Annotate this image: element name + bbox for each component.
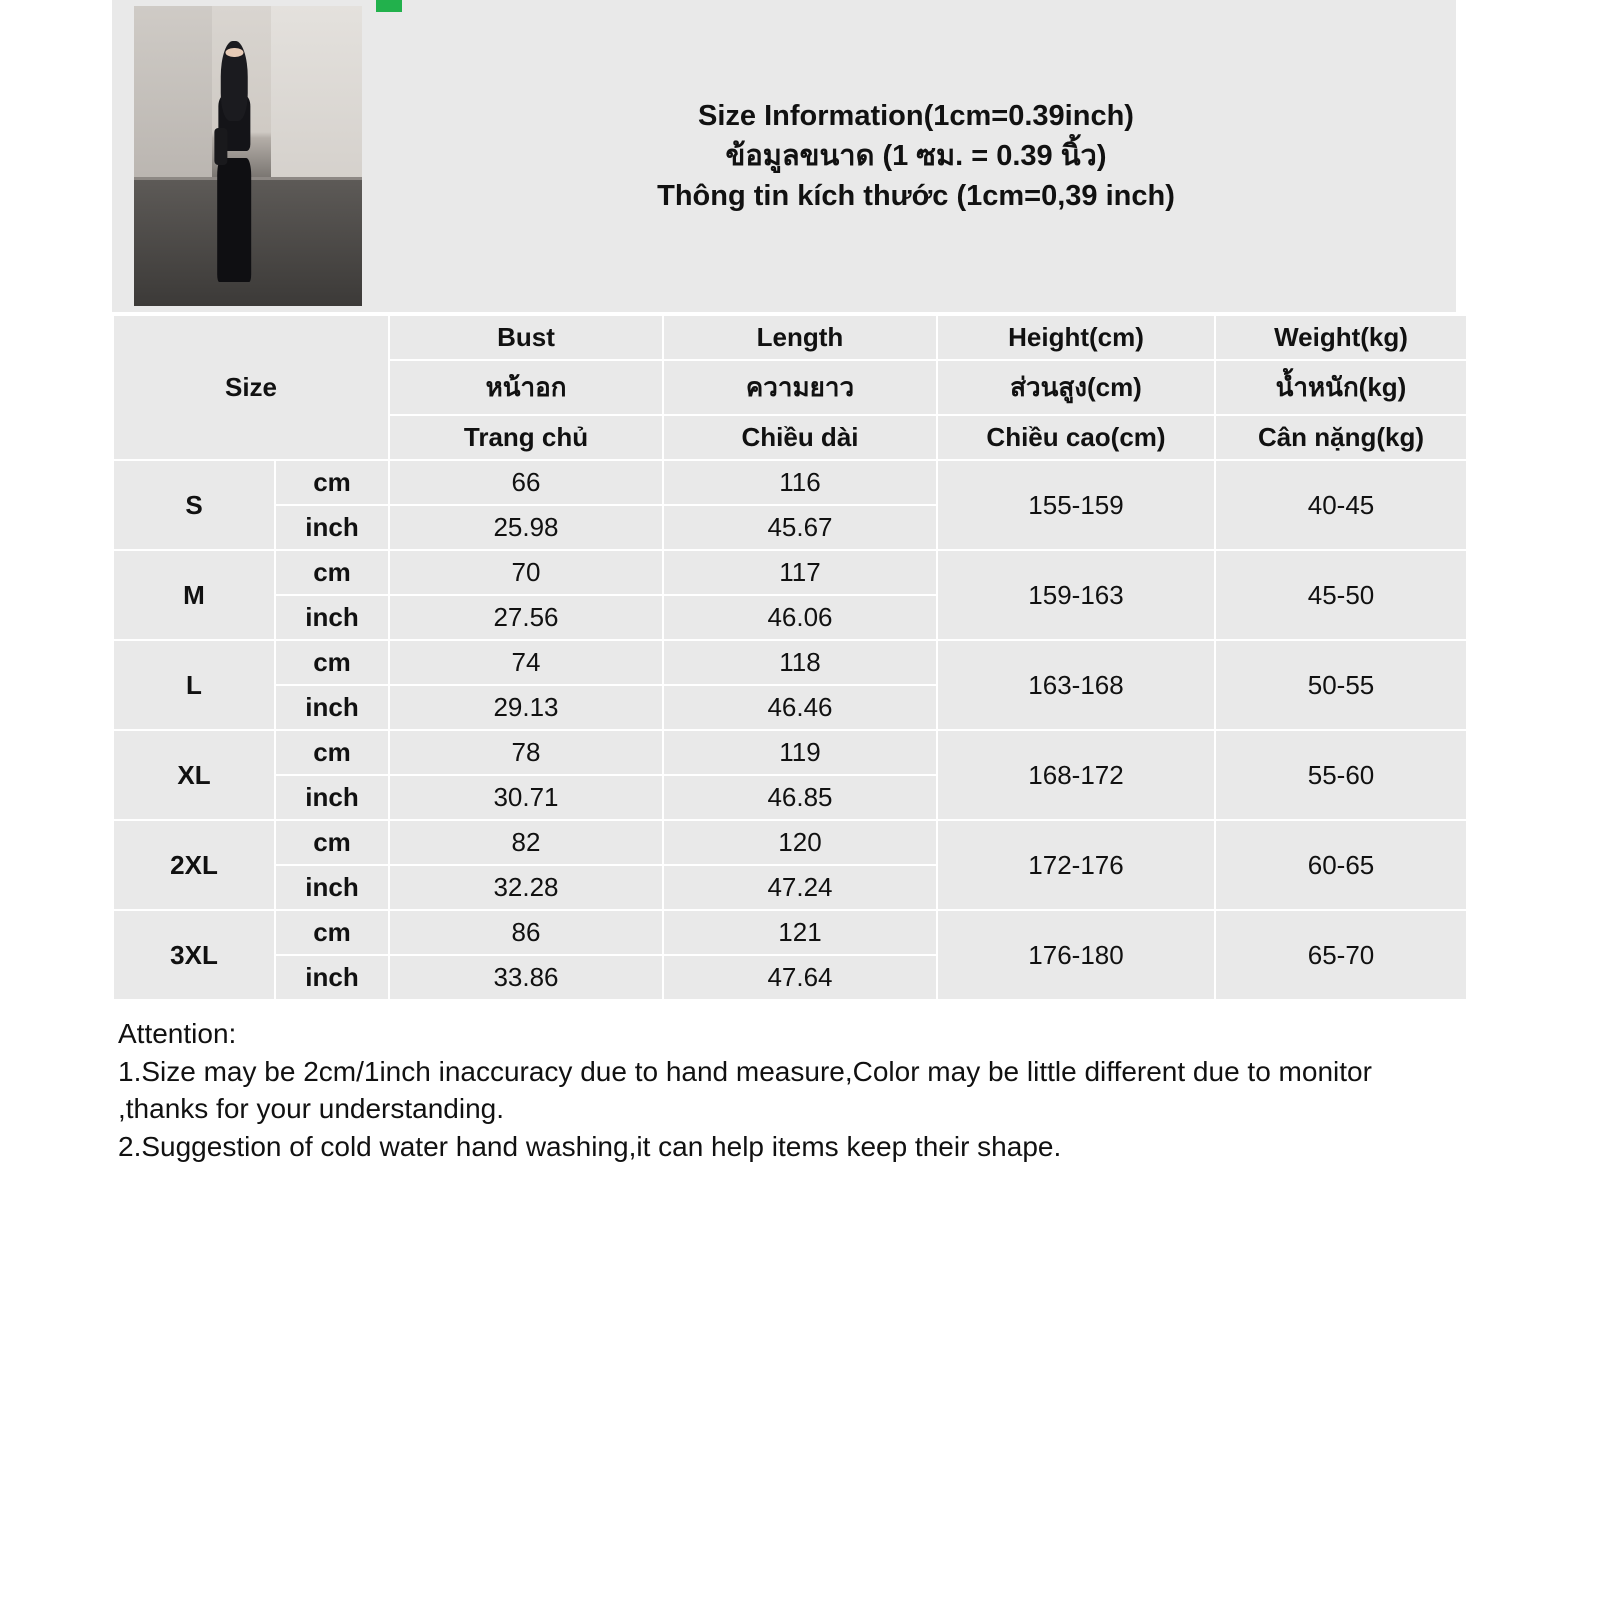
length-cm-value: 120 [664, 821, 936, 864]
title-line-vi: Thông tin kích thước (1cm=0,39 inch) [657, 180, 1175, 212]
col-header-weight-th: น้ำหนัก(kg) [1216, 361, 1466, 414]
weight-value: 65-70 [1216, 911, 1466, 999]
unit-cell-cm: cm [276, 461, 388, 504]
product-photo-cell [112, 0, 376, 312]
length-inch-value: 46.85 [664, 776, 936, 819]
unit-cell-inch: inch [276, 776, 388, 819]
table-row [114, 821, 1466, 864]
title-line-en: Size Information(1cm=0.39inch) [698, 99, 1134, 132]
height-value: 168-172 [938, 731, 1214, 819]
height-value: 172-176 [938, 821, 1214, 909]
size-table [112, 314, 1468, 1001]
unit-cell-inch: inch [276, 596, 388, 639]
photo-wall-right [271, 6, 362, 180]
weight-value: 45-50 [1216, 551, 1466, 639]
col-header-height-th: ส่วนสูง(cm) [938, 361, 1214, 414]
bust-cm-value: 82 [390, 821, 662, 864]
length-cm-value: 117 [664, 551, 936, 594]
unit-cell-cm: cm [276, 821, 388, 864]
col-header-length-vi: Chiều dài [664, 416, 936, 459]
attention-block [112, 1009, 1456, 1165]
table-head-row-en [114, 316, 1466, 359]
table-row [114, 731, 1466, 774]
attention-line-1: 1.Size may be 2cm/1inch inaccuracy due to hand measure,Color may be little different due to monitor ,thanks for your understanding. [118, 1055, 1372, 1125]
bust-cm-value: 70 [390, 551, 662, 594]
col-header-height-en: Height(cm) [938, 316, 1214, 359]
model-handbag [214, 128, 227, 165]
size-cell: S [114, 461, 274, 549]
length-inch-value: 46.06 [664, 596, 936, 639]
weight-value: 55-60 [1216, 731, 1466, 819]
green-corner-marker [376, 0, 402, 12]
model-trousers [217, 158, 251, 282]
col-header-weight-vi: Cân nặng(kg) [1216, 416, 1466, 459]
height-value: 159-163 [938, 551, 1214, 639]
size-chart-page [112, 0, 1456, 1600]
height-value: 163-168 [938, 641, 1214, 729]
bust-inch-value: 30.71 [390, 776, 662, 819]
unit-cell-inch: inch [276, 956, 388, 999]
size-cell: 2XL [114, 821, 274, 909]
bust-inch-value: 25.98 [390, 506, 662, 549]
bust-inch-value: 33.86 [390, 956, 662, 999]
length-inch-value: 46.46 [664, 686, 936, 729]
product-photo [134, 6, 362, 306]
size-cell: 3XL [114, 911, 274, 999]
bust-cm-value: 66 [390, 461, 662, 504]
col-header-bust-th: หน้าอก [390, 361, 662, 414]
attention-line-2: 2.Suggestion of cold water hand washing,it can help items keep their shape. [118, 1130, 1062, 1162]
length-cm-value: 119 [664, 731, 936, 774]
length-cm-value: 118 [664, 641, 936, 684]
unit-cell-cm: cm [276, 641, 388, 684]
col-header-bust-en: Bust [390, 316, 662, 359]
title-cell [376, 0, 1456, 312]
size-cell: XL [114, 731, 274, 819]
length-inch-value: 47.24 [664, 866, 936, 909]
title-line-th: ข้อมูลขนาด (1 ซม. = 0.39 นิ้ว) [725, 139, 1107, 172]
weight-value: 40-45 [1216, 461, 1466, 549]
height-value: 155-159 [938, 461, 1214, 549]
bust-inch-value: 29.13 [390, 686, 662, 729]
header [112, 0, 1456, 314]
attention-heading: Attention: [118, 1018, 237, 1049]
size-cell: M [114, 551, 274, 639]
size-cell: L [114, 641, 274, 729]
length-cm-value: 121 [664, 911, 936, 954]
col-header-length-en: Length [664, 316, 936, 359]
bust-cm-value: 86 [390, 911, 662, 954]
table-row [114, 551, 1466, 594]
bust-inch-value: 32.28 [390, 866, 662, 909]
unit-cell-inch: inch [276, 686, 388, 729]
size-header-label: Size [114, 316, 388, 459]
table-row [114, 641, 1466, 684]
unit-cell-cm: cm [276, 731, 388, 774]
unit-cell-inch: inch [276, 866, 388, 909]
bust-inch-value: 27.56 [390, 596, 662, 639]
col-header-length-th: ความยาว [664, 361, 936, 414]
length-inch-value: 47.64 [664, 956, 936, 999]
length-cm-value: 116 [664, 461, 936, 504]
photo-model-figure [205, 48, 264, 282]
table-row [114, 911, 1466, 954]
col-header-weight-en: Weight(kg) [1216, 316, 1466, 359]
unit-cell-inch: inch [276, 506, 388, 549]
col-header-height-vi: Chiều cao(cm) [938, 416, 1214, 459]
weight-value: 50-55 [1216, 641, 1466, 729]
table-row [114, 461, 1466, 504]
photo-wall-left [134, 6, 212, 192]
length-inch-value: 45.67 [664, 506, 936, 549]
height-value: 176-180 [938, 911, 1214, 999]
weight-value: 60-65 [1216, 821, 1466, 909]
bust-cm-value: 74 [390, 641, 662, 684]
unit-cell-cm: cm [276, 551, 388, 594]
bust-cm-value: 78 [390, 731, 662, 774]
unit-cell-cm: cm [276, 911, 388, 954]
col-header-bust-vi: Trang chủ [390, 416, 662, 459]
